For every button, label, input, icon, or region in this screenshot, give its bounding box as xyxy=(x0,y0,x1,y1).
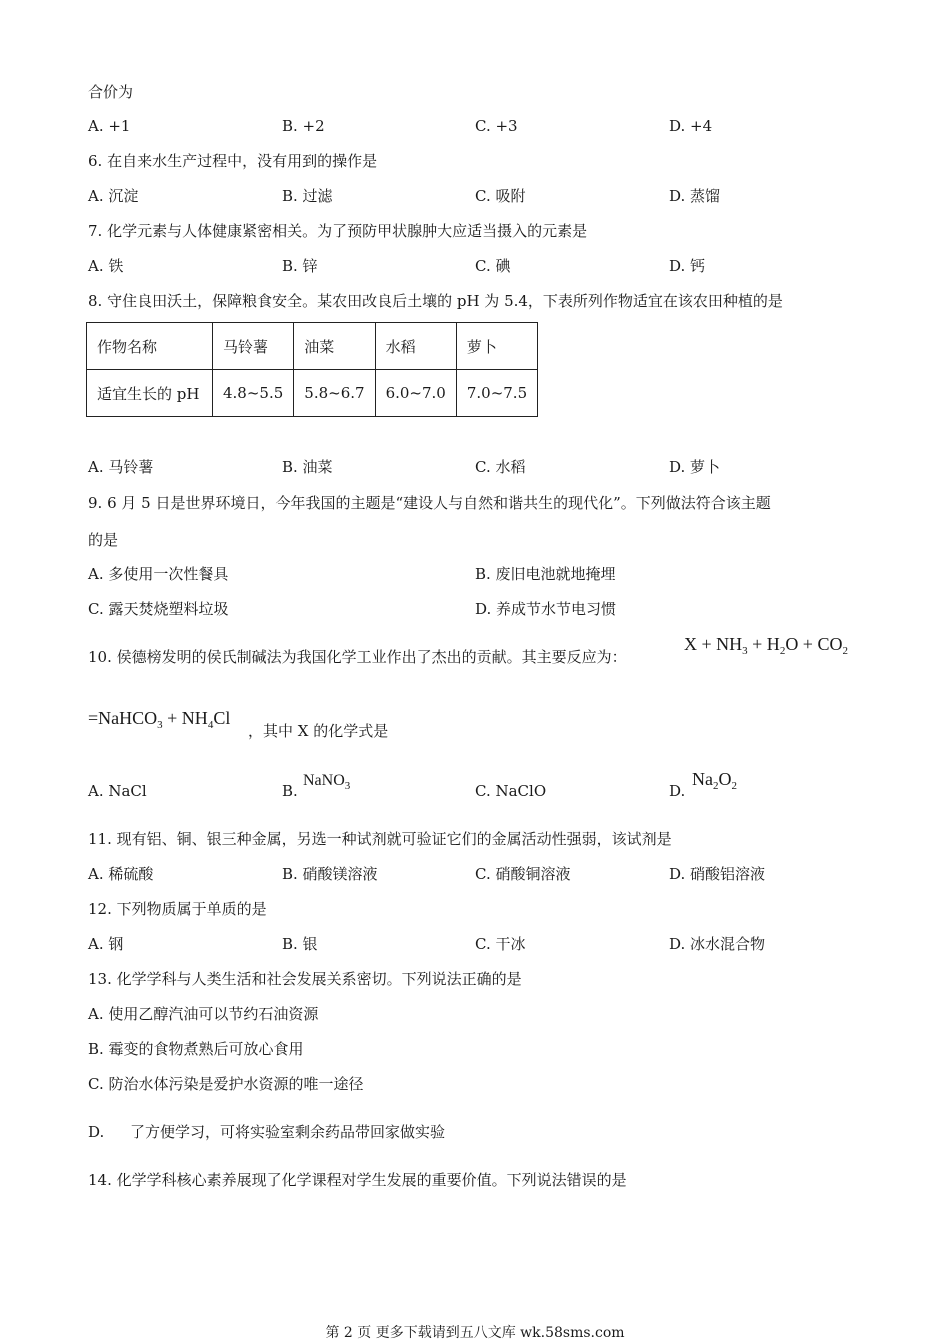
table-row xyxy=(87,323,538,370)
q10-option-d-formula: $Na_2O_2$ xyxy=(692,769,737,792)
reaction-equation-rhs: =NaHCO$_3$ + $NH_4Cl$ xyxy=(88,708,231,731)
table-header-cell: 油菜 xyxy=(294,323,375,370)
q6-option-b: B. 过滤 xyxy=(282,187,333,205)
q9-option-d: D. 养成节水节电习惯 xyxy=(475,600,617,618)
q10-option-c: C. NaClO xyxy=(475,782,547,800)
q12-stem: 12. 下列物质属于单质的是 xyxy=(88,900,267,918)
q6-option-a: A. 沉淀 xyxy=(88,187,139,205)
q6-option-c: C. 吸附 xyxy=(475,187,526,205)
q5-option-a: A. +1 xyxy=(88,117,131,135)
q7-stem: 7. 化学元素与人体健康紧密相关。为了预防甲状腺肿大应适当摄入的元素是 xyxy=(88,222,588,240)
q13-option-c: C. 防治水体污染是爱护水资源的唯一途径 xyxy=(88,1075,364,1093)
q14-stem: 14. 化学学科核心素养展现了化学课程对学生发展的重要价值。下列说法错误的是 xyxy=(88,1171,627,1189)
q11-option-a: A. 稀硫酸 xyxy=(88,865,154,883)
table-cell: 适宜生长的 pH xyxy=(87,370,213,417)
q12-option-d: D. 冰水混合物 xyxy=(669,935,766,953)
q10-option-b-formula: NaNO$_3$ xyxy=(303,772,351,792)
q7-option-a: A. 铁 xyxy=(88,257,124,275)
table-cell: 4.8~5.5 xyxy=(213,370,294,417)
table-cell: 6.0~7.0 xyxy=(375,370,456,417)
q11-option-c: C. 硝酸铜溶液 xyxy=(475,865,571,883)
q7-option-b: B. 锌 xyxy=(282,257,318,275)
q13-option-d-label: D. xyxy=(88,1123,105,1141)
q12-option-a: A. 钢 xyxy=(88,935,124,953)
q10-option-b-label: B. xyxy=(282,782,298,800)
table-cell: 7.0~7.5 xyxy=(456,370,537,417)
q8-stem: 8. 守住良田沃土，保障粮食安全。某农田改良后土壤的 pH 为 5.4，下表所列作物适宜在该农田种植的是 xyxy=(88,292,783,310)
q9-option-c: C. 露天焚烧塑料垃圾 xyxy=(88,600,229,618)
q13-option-a: A. 使用乙醇汽油可以节约石油资源 xyxy=(88,1005,319,1023)
q9-stem-line1: 9. 6 月 5 日是世界环境日，今年我国的主题是“建设人与自然和谐共生的现代化”。下列做法符合该主题 xyxy=(88,494,771,512)
q9-stem-line2: 的是 xyxy=(88,531,119,549)
q6-stem: 6. 在自来水生产过程中，没有用到的操作是 xyxy=(88,152,378,170)
q8-option-c: C. 水稻 xyxy=(475,458,526,476)
q10-option-a: A. NaCl xyxy=(88,782,147,800)
q5-option-c: C. +3 xyxy=(475,117,518,135)
table-header-cell: 萝卜 xyxy=(456,323,537,370)
q5-option-d: D. +4 xyxy=(669,117,713,135)
table-row xyxy=(87,370,538,417)
q13-stem: 13. 化学学科与人类生活和社会发展关系密切。下列说法正确的是 xyxy=(88,970,522,988)
table-header-cell: 马铃薯 xyxy=(213,323,294,370)
q11-stem: 11. 现有铝、铜、银三种金属，另选一种试剂就可验证它们的金属活动性强弱，该试剂是 xyxy=(88,830,672,848)
q10-stem: 10. 侯德榜发明的侯氏制碱法为我国化学工业作出了杰出的贡献。其主要反应为： xyxy=(88,648,627,666)
q12-option-b: B. 银 xyxy=(282,935,318,953)
q7-option-c: C. 碘 xyxy=(475,257,511,275)
q10-stem-tail: ，其中 X 的化学式是 xyxy=(248,722,389,740)
q5-option-b: B. +2 xyxy=(282,117,325,135)
ph-table xyxy=(86,322,538,417)
q6-option-d: D. 蒸馏 xyxy=(669,187,721,205)
q10-option-d-label: D. xyxy=(669,782,686,800)
q9-option-b: B. 废旧电池就地掩埋 xyxy=(475,565,616,583)
q8-option-b: B. 油菜 xyxy=(282,458,333,476)
q8-option-d: D. 萝卜 xyxy=(669,458,721,476)
q11-option-b: B. 硝酸镁溶液 xyxy=(282,865,378,883)
q7-option-d: D. 钙 xyxy=(669,257,706,275)
q9-option-a: A. 多使用一次性餐具 xyxy=(88,565,229,583)
q13-option-b: B. 霉变的食物煮熟后可放心食用 xyxy=(88,1040,304,1058)
q12-option-c: C. 干冰 xyxy=(475,935,526,953)
page-footer: 第 2 页 更多下载请到五八文库 wk.58sms.com xyxy=(325,1325,625,1341)
q13-option-d-text: 了方便学习，可将实验室剩余药品带回家做实验 xyxy=(130,1123,446,1141)
table-cell: 5.8~6.7 xyxy=(294,370,375,417)
reaction-equation-lhs: $X + NH_3 + H_2O + CO_2$ xyxy=(684,634,848,657)
q8-option-a: A. 马铃薯 xyxy=(88,458,154,476)
q11-option-d: D. 硝酸铝溶液 xyxy=(669,865,766,883)
table-header-cell: 作物名称 xyxy=(87,323,213,370)
table-header-cell: 水稻 xyxy=(375,323,456,370)
continuation-text: 合价为 xyxy=(88,83,134,101)
